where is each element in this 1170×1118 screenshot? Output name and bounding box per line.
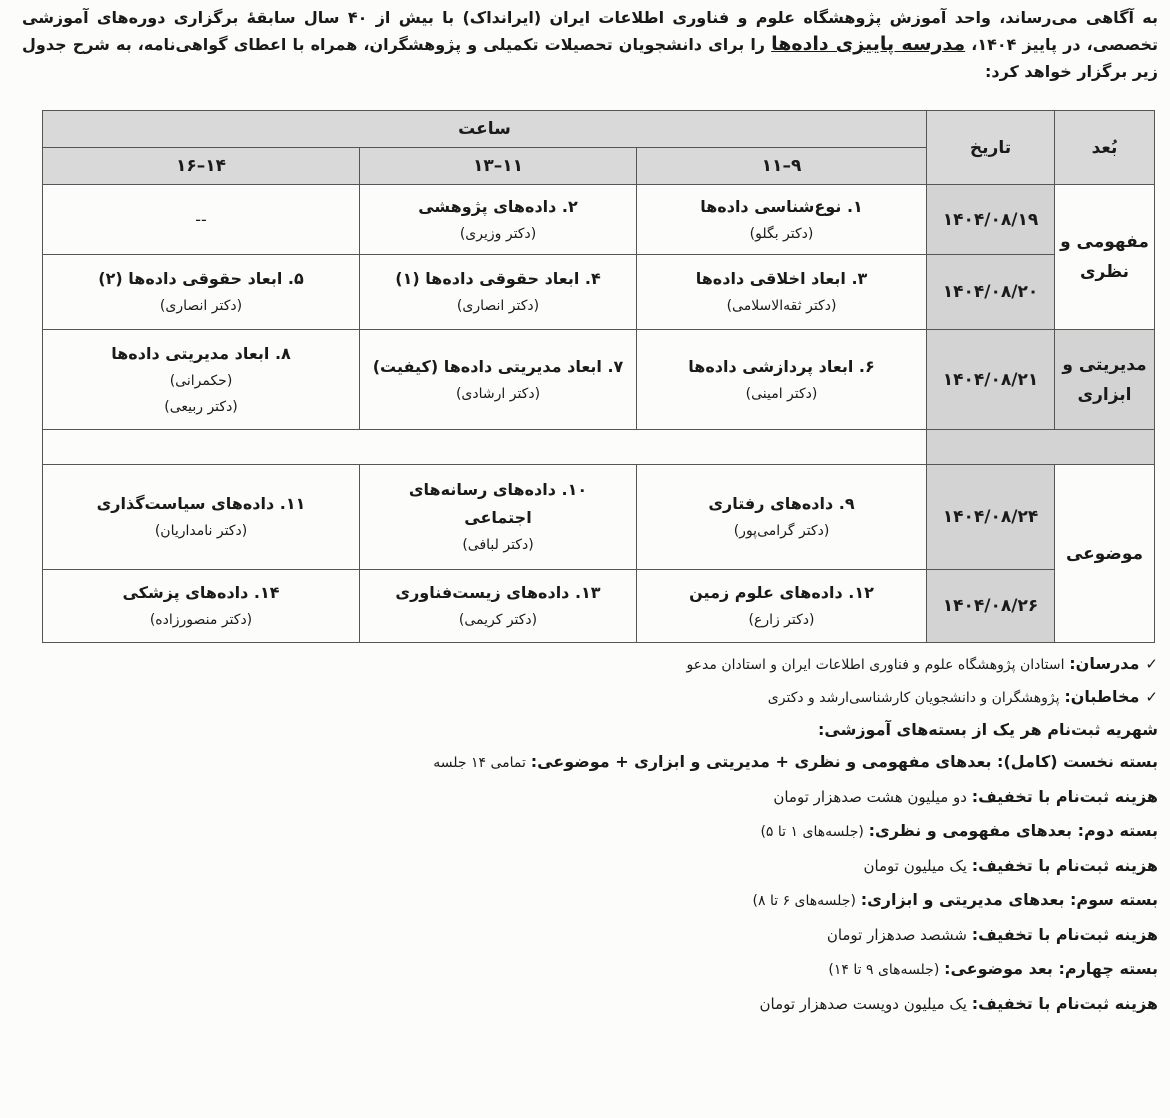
- session-lecturer: (دکتر زارع): [748, 612, 815, 628]
- dimension-managerial: مدیریتی و ابزاری: [1055, 330, 1155, 430]
- header-dimension: بُعد: [1055, 111, 1155, 185]
- session-title: ۱۴. داده‌های پزشکی: [122, 583, 280, 602]
- session-cell: [360, 465, 637, 570]
- fee-heading: [30, 714, 1158, 745]
- session-title: ۲. داده‌های پژوهشی: [418, 196, 578, 216]
- table-row: [43, 185, 1155, 255]
- session-subtitle: (حکمرانی): [169, 372, 233, 389]
- package-detail: (جلسه‌های ۱ تا ۵): [760, 824, 864, 840]
- session-lecturer: (دکتر ربیعی): [164, 398, 238, 415]
- session-cell: [360, 570, 637, 643]
- table-separator-row: [43, 430, 1155, 465]
- session-date: ۱۴۰۴/۰۸/۲۶: [927, 570, 1055, 643]
- package-detail: (جلسه‌های ۶ تا ۸): [752, 893, 856, 909]
- session-lecturer: (دکتر وزیری): [459, 225, 537, 242]
- session-title-continued: اجتماعی: [464, 508, 532, 527]
- package-label: بسته چهارم: بعد موضوعی:: [944, 959, 1158, 978]
- session-lecturer: (دکتر کریمی): [458, 612, 538, 628]
- table-row: [43, 255, 1155, 330]
- session-lecturer: (دکتر بگلو): [749, 225, 814, 242]
- fee-label: هزینه ثبت‌نام با تخفیف:: [971, 787, 1158, 806]
- intro-text-before: به آگاهی می‌رساند، واحد آموزش پژوهشگاه علوم و فناوری اطلاعات ایران (ایرانداک) با بیش از ۴۰ سال سابقهٔ برگزاری دوره‌های آموزشی تخصصی، در پاییز ۱۴۰۴،: [22, 8, 1159, 54]
- header-date: تاریخ: [927, 111, 1055, 185]
- session-title: ۱۱. داده‌های سیاست‌گذاری: [96, 494, 306, 513]
- fee-label: هزینه ثبت‌نام با تخفیف:: [971, 925, 1158, 944]
- session-date: ۱۴۰۴/۰۸/۱۹: [927, 185, 1055, 255]
- session-title: ۸. ابعاد مدیریتی داده‌ها: [111, 343, 291, 363]
- session-title: ۶. ابعاد پردازشی داده‌ها: [688, 356, 875, 376]
- table-row: [43, 570, 1155, 643]
- session-cell: [43, 330, 360, 430]
- package-label: بسته دوم: بعدهای مفهومی و نظری:: [868, 821, 1158, 840]
- fee-label: هزینه ثبت‌نام با تخفیف:: [971, 994, 1158, 1013]
- notes-section: [30, 648, 1158, 1021]
- intro-paragraph: [22, 4, 1158, 85]
- session-cell: [637, 570, 927, 643]
- session-title: ۱۰. داده‌های رسانه‌های: [408, 480, 588, 499]
- session-cell: [637, 255, 927, 330]
- session-cell: [360, 330, 637, 430]
- session-date: ۱۴۰۴/۰۸/۲۱: [927, 330, 1055, 430]
- audience-label: مخاطبان:: [1064, 687, 1140, 706]
- package-line: [30, 745, 1158, 779]
- audience-text: پژوهشگران و دانشجویان کارشناسی‌ارشد و دکتری: [767, 690, 1060, 706]
- dimension-conceptual: مفهومی و نظری: [1055, 185, 1155, 330]
- table-row: [43, 465, 1155, 570]
- header-time: ساعت: [43, 111, 927, 148]
- separator-cell: [43, 430, 927, 465]
- audience-line: [30, 679, 1158, 714]
- session-lecturer: (دکتر امینی): [745, 385, 818, 402]
- session-cell: [637, 465, 927, 570]
- schedule-table: [42, 110, 1155, 643]
- session-cell: [637, 330, 927, 430]
- session-cell-empty: [43, 185, 360, 255]
- session-lecturer: (دکتر ارشادی): [455, 385, 541, 402]
- fee-amount: ششصد صدهزار تومان: [826, 926, 967, 944]
- checkmark-icon: ✓: [1145, 655, 1158, 673]
- intro-text-after: را برای دانشجویان تحصیلات تکمیلی و پژوهشگران، همراه با اعطای گواهی‌نامه، به شرح جدول زیر برگزار خواهد کرد:: [22, 35, 1158, 81]
- package-detail: تمامی ۱۴ جلسه: [433, 755, 526, 771]
- session-lecturer: (دکتر نامداریان): [154, 523, 248, 539]
- session-cell: [43, 570, 360, 643]
- session-cell: [360, 255, 637, 330]
- separator-cell: [927, 430, 1155, 465]
- session-title: ۱۳. داده‌های زیست‌فناوری: [395, 583, 601, 602]
- session-title: ۷. ابعاد مدیریتی داده‌ها (کیفیت): [372, 356, 624, 376]
- package-fee-line: [30, 779, 1158, 814]
- header-slot-2: ۱۱–۱۳: [360, 148, 637, 185]
- session-lecturer: (دکتر لبافی): [462, 537, 534, 553]
- session-cell: [360, 185, 637, 255]
- session-date: ۱۴۰۴/۰۸/۲۴: [927, 465, 1055, 570]
- teachers-line: [30, 648, 1158, 679]
- header-slot-1: ۹–۱۱: [637, 148, 927, 185]
- fee-amount: یک میلیون دویست صدهزار تومان: [759, 995, 967, 1013]
- session-title: ۵. ابعاد حقوقی داده‌ها (۲): [98, 269, 304, 288]
- session-title: ۹. داده‌های رفتاری: [708, 494, 855, 513]
- empty-session-dash: --: [195, 210, 207, 229]
- package-fee-line: [30, 848, 1158, 883]
- teachers-label: مدرسان:: [1069, 654, 1140, 673]
- session-title: ۱۲. داده‌های علوم زمین: [689, 583, 874, 602]
- session-title: ۴. ابعاد حقوقی داده‌ها (۱): [395, 269, 601, 288]
- session-lecturer: (دکتر ثقه‌الاسلامی): [726, 298, 837, 314]
- teachers-text: استادان پژوهشگاه علوم و فناوری اطلاعات ایران و استادان مدعو: [686, 657, 1065, 673]
- session-cell: [43, 465, 360, 570]
- session-cell: [637, 185, 927, 255]
- package-fee-line: [30, 917, 1158, 952]
- session-lecturer: (دکتر انصاری): [456, 298, 540, 314]
- header-slot-3: ۱۴–۱۶: [43, 148, 360, 185]
- table-row: [43, 330, 1155, 430]
- session-lecturer: (دکتر منصورزاده): [149, 612, 253, 628]
- dimension-thematic: موضوعی: [1055, 465, 1155, 643]
- package-line: [30, 952, 1158, 986]
- package-line: [30, 814, 1158, 848]
- fee-heading-text: شهریه ثبت‌نام هر یک از بسته‌های آموزشی:: [818, 720, 1158, 739]
- session-date: ۱۴۰۴/۰۸/۲۰: [927, 255, 1055, 330]
- package-label: بسته سوم: بعدهای مدیریتی و ابزاری:: [860, 890, 1158, 909]
- checkmark-icon: ✓: [1145, 688, 1158, 706]
- session-lecturer: (دکتر گرامی‌پور): [733, 523, 830, 539]
- session-lecturer: (دکتر انصاری): [159, 298, 243, 314]
- session-title: ۱. نوع‌شناسی داده‌ها: [700, 196, 863, 216]
- package-detail: (جلسه‌های ۹ تا ۱۴): [828, 962, 940, 978]
- package-line: [30, 883, 1158, 917]
- session-title: ۳. ابعاد اخلاقی داده‌ها: [695, 269, 868, 288]
- package-label: بسته نخست (کامل): بعدهای مفهومی و نظری + مدیریتی و ابزاری + موضوعی:: [530, 752, 1158, 771]
- intro-highlight: مدرسه پاییزی داده‌ها: [771, 33, 966, 55]
- package-fee-line: [30, 986, 1158, 1021]
- fee-amount: یک میلیون تومان: [863, 857, 967, 875]
- fee-amount: دو میلیون هشت صدهزار تومان: [773, 788, 967, 806]
- fee-label: هزینه ثبت‌نام با تخفیف:: [971, 856, 1158, 875]
- session-cell: [43, 255, 360, 330]
